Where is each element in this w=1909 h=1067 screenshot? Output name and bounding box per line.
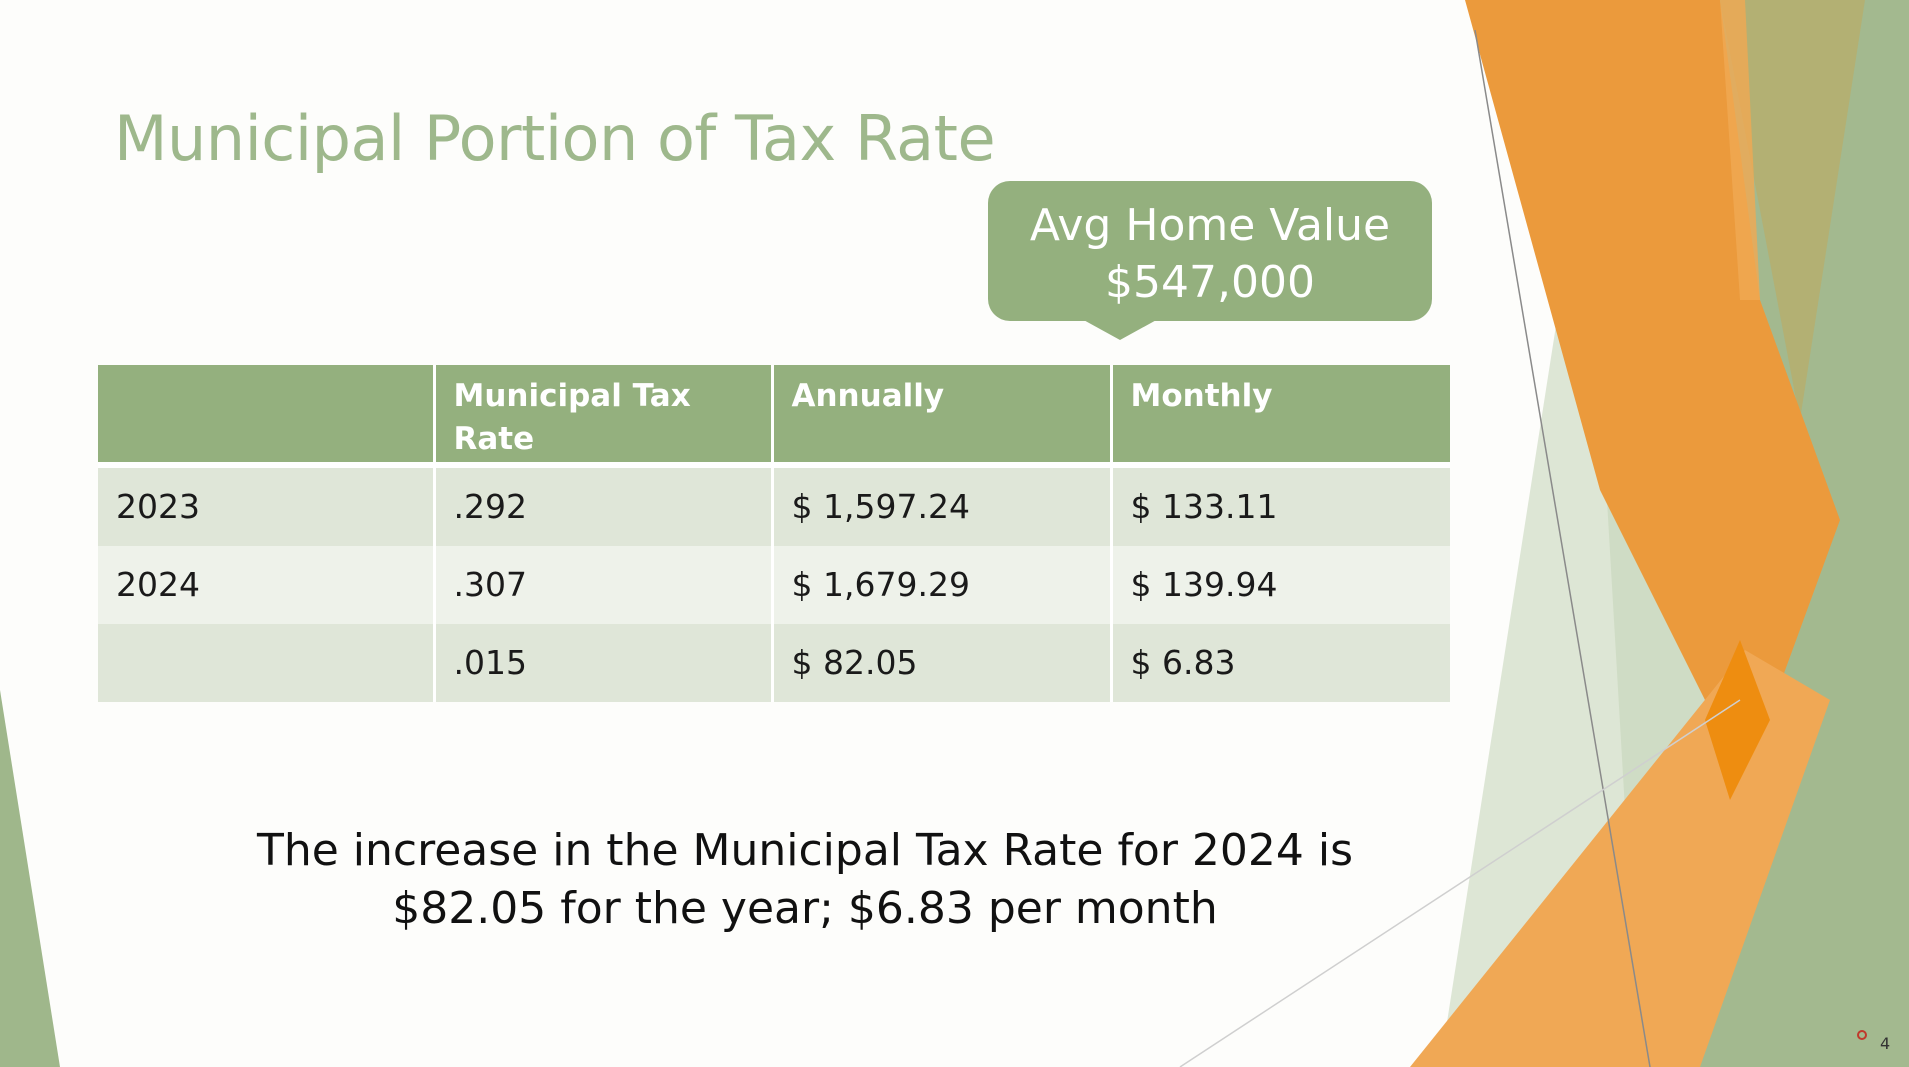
cell-rate: .307 <box>434 546 772 624</box>
cell-monthly: $ 6.83 <box>1111 624 1450 702</box>
cell-year: 2024 <box>98 546 434 624</box>
cell-annual: $ 82.05 <box>772 624 1111 702</box>
avg-home-value-callout <box>988 181 1432 321</box>
cell-annual: $ 1,679.29 <box>772 546 1111 624</box>
slide-number: 4 <box>1880 1034 1891 1053</box>
summary-text <box>200 822 1410 938</box>
tax-rate-table <box>98 365 1450 702</box>
summary-line-1: The increase in the Municipal Tax Rate for 2024 is <box>256 825 1354 876</box>
table-row <box>98 465 1450 546</box>
callout-pointer <box>1080 318 1160 340</box>
left-green-shape <box>0 690 60 1067</box>
table-row-difference <box>98 624 1450 702</box>
cell-monthly: $ 139.94 <box>1111 546 1450 624</box>
slide-title: Municipal Portion of Tax Rate <box>114 102 996 175</box>
header-year <box>98 365 434 465</box>
cell-annual: $ 1,597.24 <box>772 465 1111 546</box>
callout-label: Avg Home Value <box>1029 200 1391 251</box>
table-header-row <box>98 365 1450 465</box>
table-row <box>98 546 1450 624</box>
header-monthly: Monthly <box>1111 365 1450 465</box>
callout-value: $547,000 <box>1105 257 1315 308</box>
cell-year <box>98 624 434 702</box>
summary-line-2: $82.05 for the year; $6.83 per month <box>392 883 1218 934</box>
header-annually: Annually <box>772 365 1111 465</box>
cell-year: 2023 <box>98 465 434 546</box>
cell-monthly: $ 133.11 <box>1111 465 1450 546</box>
cell-rate: .015 <box>434 624 772 702</box>
header-municipal-tax-rate: Municipal Tax Rate <box>434 365 772 465</box>
slide-indicator-icon <box>1857 1030 1867 1040</box>
cell-rate: .292 <box>434 465 772 546</box>
